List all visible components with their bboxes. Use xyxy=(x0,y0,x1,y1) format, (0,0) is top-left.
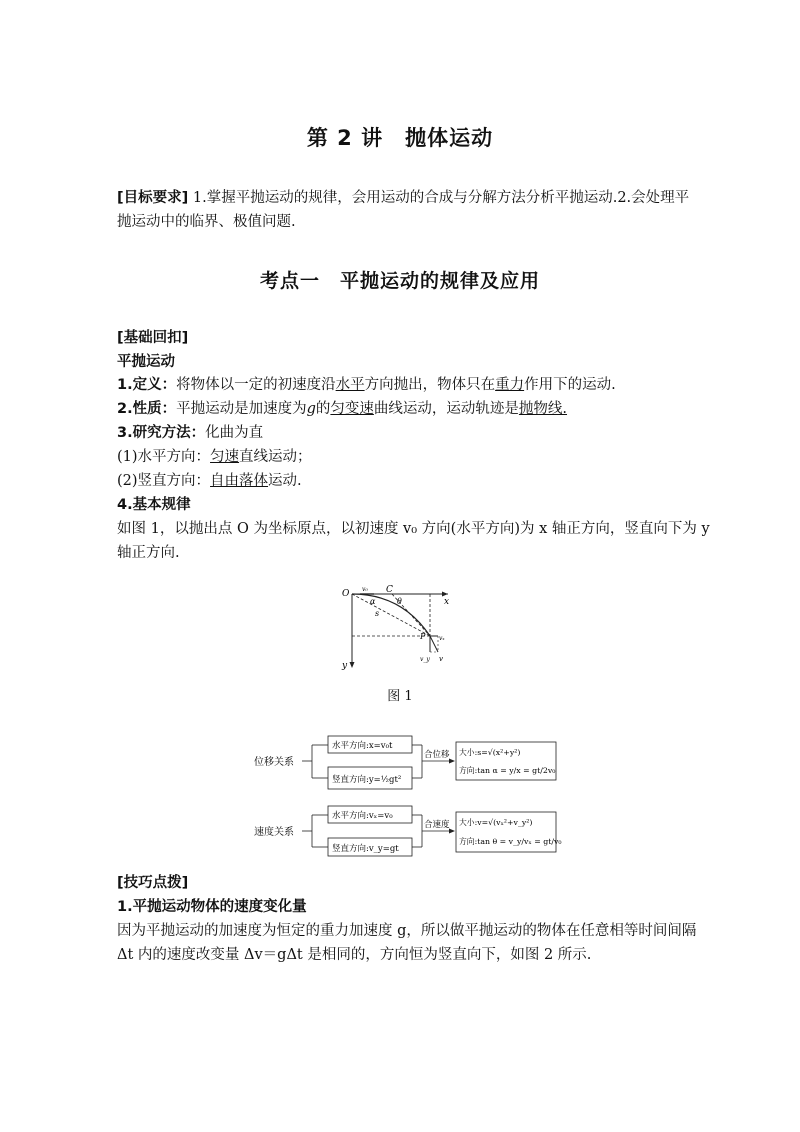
fig-label-y: y xyxy=(342,661,348,671)
definition-text-b: 方向抛出，物体只在 xyxy=(364,377,496,393)
basics-tag: [基础回扣] xyxy=(117,330,189,346)
section-title: 考点一 平抛运动的规律及应用 xyxy=(259,270,540,292)
property-text-c: 曲线运动，运动轨迹是 xyxy=(373,401,519,417)
fig-label-x: x xyxy=(444,597,450,607)
definition-text-c: 作用下的运动. xyxy=(524,377,616,393)
vel-combine: 合速度 xyxy=(424,820,450,830)
tips-line-2: Δt 内的速度改变量 Δv＝gΔt 是相同的，方向恒为竖直向下，如图 2 所示. xyxy=(117,947,592,963)
horizontal-text-b: 直线运动； xyxy=(239,449,312,465)
vel-label: 速度关系 xyxy=(254,827,294,838)
tips-line-1: 因为平抛运动的加速度为恒定的重力加速度 g，所以做平抛运动的物体在任意相等时间间隔 xyxy=(117,923,697,939)
goal-line-2: 抛运动中的临界、极值问题. xyxy=(117,214,296,230)
disp-direction: 方向:tan α = y/x = gt/2v₀ xyxy=(459,766,556,775)
horizontal-line xyxy=(117,447,312,467)
definition-label: 1.定义： xyxy=(117,377,177,393)
figure-1-diagram xyxy=(340,582,470,674)
horizontal-text-a: (1)水平方向： xyxy=(117,449,211,465)
vel-size: 大小:v=√(vₓ²+v_y²) xyxy=(459,818,533,827)
tips-heading: 1.平抛运动物体的速度变化量 xyxy=(117,899,307,915)
figure-1-caption: 图 1 xyxy=(387,689,413,704)
vel-vertical: 竖直方向:v_y=gt xyxy=(332,844,399,854)
fig-label-vy: v_y xyxy=(420,656,430,663)
definition-line xyxy=(117,375,616,395)
law-line-2: 轴正方向. xyxy=(117,545,180,561)
horizontal-blank: 匀速 xyxy=(210,449,240,465)
goal-line-1 xyxy=(117,188,689,208)
fig-label-v0: v₀ xyxy=(362,586,368,593)
goal-text-1: 1.掌握平抛运动的规律，会用运动的合成与分解方法分析平抛运动.2.会处理平 xyxy=(192,190,690,206)
disp-size: 大小:s=√(x²+y²) xyxy=(459,748,521,757)
vertical-text-b: 运动. xyxy=(268,473,302,489)
vertical-blank: 自由落体 xyxy=(210,473,269,489)
fig-label-c: C xyxy=(386,585,393,595)
definition-text-a: 将物体以一定的初速度沿 xyxy=(176,377,336,393)
method-label: 3.研究方法： xyxy=(117,425,206,441)
definition-blank-2: 重力 xyxy=(495,377,525,393)
vertical-line xyxy=(117,471,302,491)
disp-vertical: 竖直方向:y=½gt² xyxy=(332,775,402,785)
goal-tag: [目标要求] xyxy=(117,190,189,206)
vertical-text-a: (2)竖直方向： xyxy=(117,473,211,489)
method-line xyxy=(117,423,263,443)
property-g: g xyxy=(306,401,316,417)
disp-horizontal: 水平方向:x=v₀t xyxy=(332,741,393,751)
fig-label-theta: θ xyxy=(397,597,402,606)
fig-label-alpha: α xyxy=(370,597,376,606)
page-title: 第 2 讲 抛体运动 xyxy=(306,126,494,150)
vel-direction: 方向:tan θ = v_y/vₓ = gt/v₀ xyxy=(459,837,562,846)
vel-horizontal: 水平方向:vₓ=v₀ xyxy=(332,811,393,821)
disp-combine: 合位移 xyxy=(424,750,450,760)
definition-blank-1: 水平 xyxy=(335,377,365,393)
relations-diagram xyxy=(250,728,580,862)
law-line-1: 如图 1，以抛出点 O 为坐标原点，以初速度 v₀ 方向(水平方向)为 x 轴正方向，竖直向下为 y xyxy=(117,521,710,537)
property-line xyxy=(117,399,567,419)
property-label: 2.性质： xyxy=(117,401,177,417)
fig-label-o: O xyxy=(342,589,350,599)
fig-label-vx: vₓ xyxy=(439,635,445,642)
property-blank-2: 抛物线. xyxy=(518,401,568,417)
tips-tag: [技巧点拨] xyxy=(117,875,189,891)
fig-label-p: P xyxy=(420,632,426,641)
property-text-a: 平抛运动是加速度为 xyxy=(176,401,307,417)
fig-label-s: s xyxy=(375,609,380,618)
method-text: 化曲为直 xyxy=(205,425,264,441)
property-blank-1: 匀变速 xyxy=(330,401,374,417)
basics-heading: 平抛运动 xyxy=(117,354,175,370)
law-heading: 4.基本规律 xyxy=(117,497,191,513)
property-text-b: 的 xyxy=(315,401,331,417)
fig-label-v: v xyxy=(439,655,443,663)
disp-label: 位移关系 xyxy=(254,757,294,768)
